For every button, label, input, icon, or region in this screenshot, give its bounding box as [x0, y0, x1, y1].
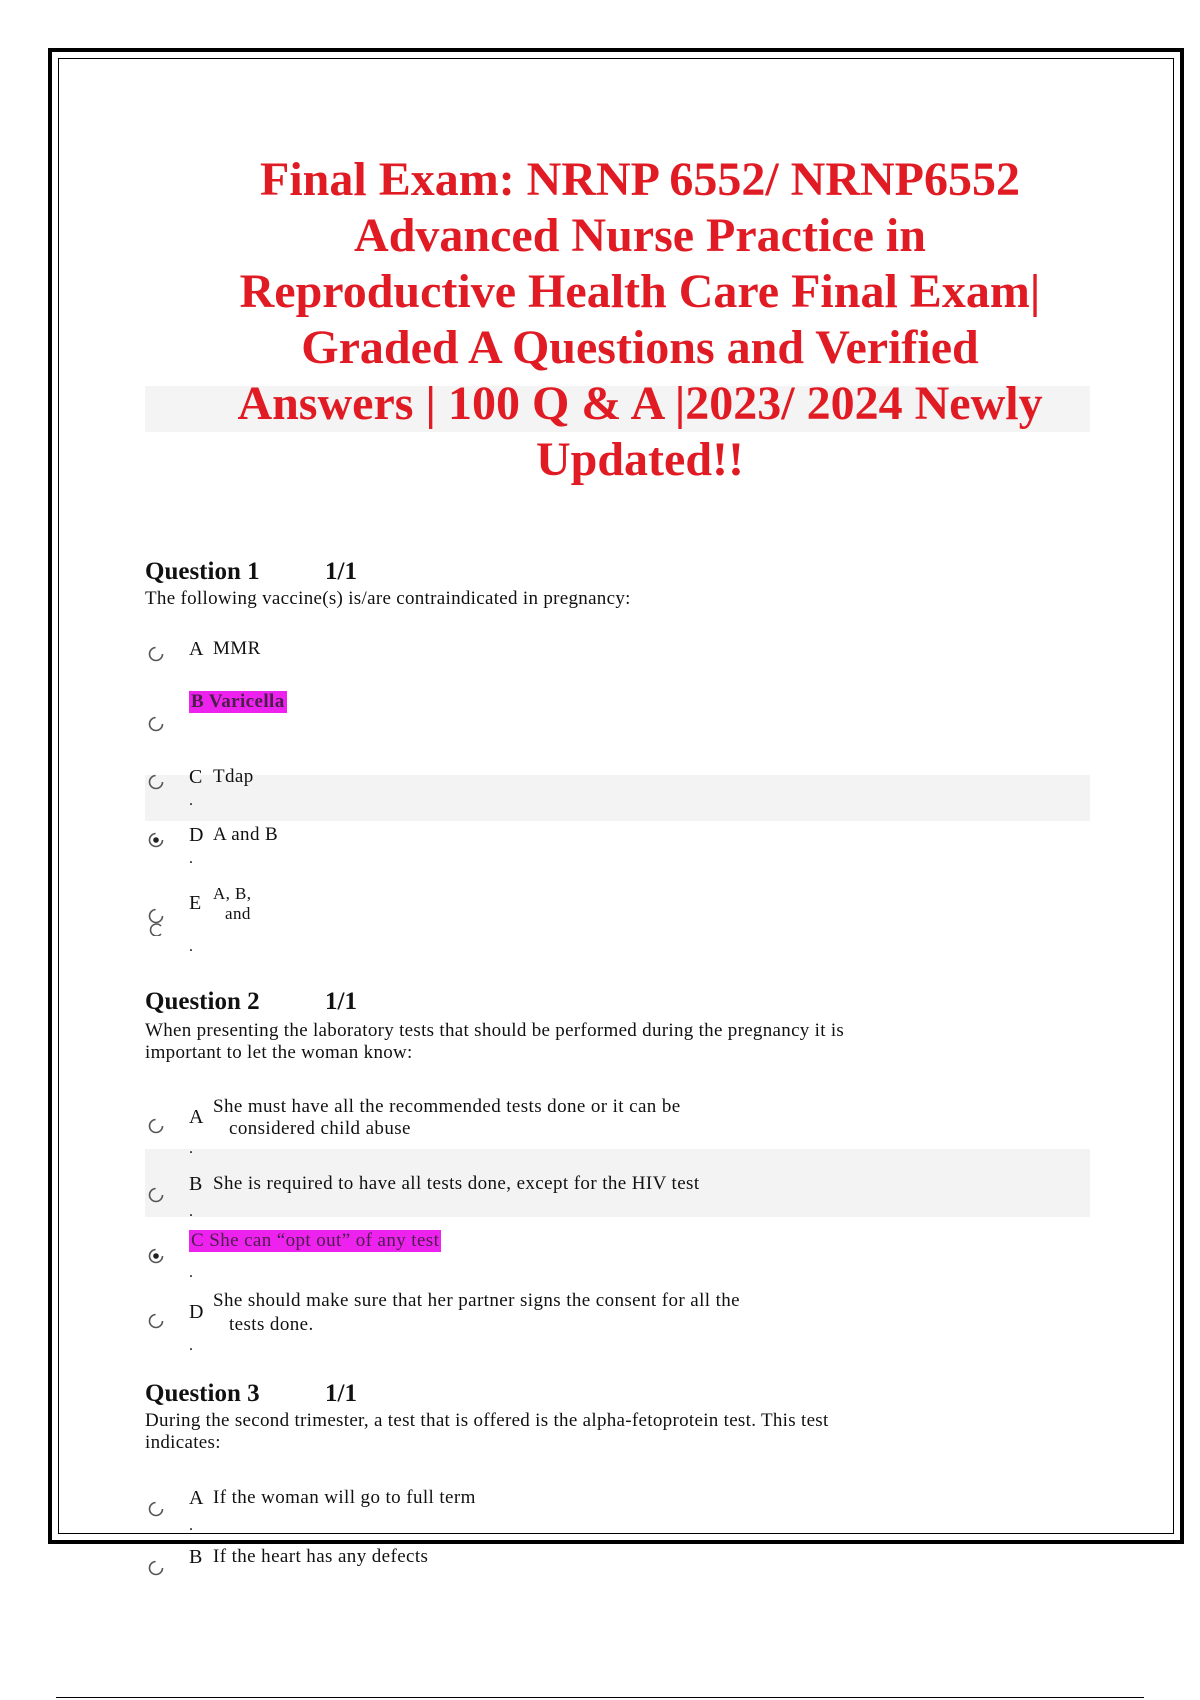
option-letter: C [191, 1230, 205, 1251]
q3-option-b[interactable] [145, 1546, 1045, 1586]
option-letter: B [191, 691, 205, 712]
title-line: Graded A Questions and Verified [301, 321, 979, 374]
radio-unselected-icon[interactable] [148, 1118, 164, 1134]
option-text-line: considered child abuse [229, 1118, 411, 1139]
question-1-text [145, 588, 1085, 610]
radio-unselected-icon[interactable] [148, 1501, 164, 1517]
radio-unselected-icon[interactable] [148, 1560, 164, 1576]
q1-option-a[interactable] [145, 638, 1045, 678]
option-text: Varicella [208, 691, 285, 712]
q1-option-b[interactable] [145, 691, 1045, 731]
bottom-rule [56, 1697, 1144, 1698]
option-letter: B [189, 1546, 203, 1568]
question-text-line: indicates: [145, 1432, 221, 1453]
question-score: 1/1 [325, 558, 357, 585]
title-line: Advanced Nurse Practice in [354, 209, 926, 262]
radio-unselected-icon[interactable] [148, 774, 164, 790]
option-text [213, 1289, 740, 1337]
stray-period: . [189, 1203, 193, 1220]
option-letter: A [189, 1487, 204, 1509]
radio-unselected-icon[interactable] [148, 1187, 164, 1203]
q2-option-a[interactable] [145, 1096, 1045, 1158]
option-text-line: She should make sure that her partner signs the consent for all the [213, 1290, 740, 1311]
q2-option-d[interactable] [145, 1289, 1045, 1354]
option-text-line: She must have all the recommended tests done or it can be [213, 1096, 681, 1117]
option-letter: D [189, 824, 204, 846]
q3-option-a[interactable] [145, 1487, 1045, 1534]
q1-option-c[interactable] [145, 766, 1045, 809]
option-letter: E [189, 892, 202, 914]
question-label: Question 3 [145, 1380, 260, 1407]
option-text: Tdap [213, 766, 254, 787]
title-line: Final Exam: NRNP 6552/ NRNP6552 [260, 153, 1020, 206]
option-text-highlighted [189, 691, 287, 713]
option-text: She is required to have all tests done, except for the HIV test [213, 1173, 700, 1194]
stray-period: . [189, 1517, 193, 1534]
option-text-line: and [225, 904, 251, 923]
option-letter: A [189, 638, 204, 660]
stray-period: . [189, 850, 193, 867]
radio-unselected-icon[interactable] [148, 646, 164, 662]
option-letter: B [189, 1173, 203, 1195]
option-text: MMR [213, 638, 261, 659]
option-text: If the heart has any defects [213, 1546, 429, 1567]
option-text [213, 1096, 681, 1140]
q2-option-c[interactable] [145, 1230, 1045, 1281]
question-text-line: During the second trimester, a test that is offered is the alpha-fetoprotein test. This test [145, 1410, 829, 1431]
option-text-line: A, B, [213, 884, 252, 903]
stray-period: . [189, 938, 193, 955]
title-line: Updated!! [535, 433, 744, 486]
stray-period: . [189, 1264, 193, 1281]
stray-period: . [189, 792, 193, 809]
stray-period: . [189, 1140, 193, 1157]
question-score: 1/1 [325, 988, 357, 1015]
radio-selected-icon[interactable] [148, 832, 164, 848]
radio-selected-icon[interactable] [148, 1248, 164, 1264]
question-label: Question 1 [145, 558, 260, 585]
q2-option-b[interactable] [145, 1173, 1045, 1220]
q1-option-e[interactable] [145, 884, 1045, 954]
radio-unselected-icon[interactable] [148, 908, 164, 924]
option-text-highlighted [189, 1230, 441, 1252]
document-title [140, 152, 1140, 488]
question-text-line: important to let the woman know: [145, 1042, 413, 1063]
question-1-heading [145, 558, 357, 586]
question-2-heading [145, 988, 357, 1016]
question-2-text [145, 1020, 1085, 1064]
option-letter: D [189, 1301, 204, 1323]
option-text: If the woman will go to full term [213, 1487, 476, 1508]
radio-unselected-icon[interactable] [148, 1313, 164, 1329]
question-label: Question 2 [145, 988, 260, 1015]
option-text [213, 884, 251, 924]
option-letter: A [189, 1106, 204, 1128]
question-3-text [145, 1410, 1085, 1454]
option-text-line: tests done. [229, 1314, 314, 1335]
option-text: A and B [213, 824, 279, 845]
option-text: She can “opt out” of any test [209, 1230, 440, 1251]
question-3-heading [145, 1380, 357, 1408]
radio-unselected-icon[interactable] [148, 716, 164, 732]
question-score: 1/1 [325, 1380, 357, 1407]
question-text-line: The following vaccine(s) is/are contraindicated in pregnancy: [145, 588, 631, 609]
stray-period: . [189, 1337, 193, 1354]
q1-option-d[interactable] [145, 824, 1045, 867]
question-text-line: When presenting the laboratory tests that should be performed during the pregnancy it is [145, 1020, 845, 1041]
option-letter: C [189, 766, 203, 788]
title-line: Answers | 100 Q & A |2023/ 2024 Newly [237, 377, 1043, 430]
title-line: Reproductive Health Care Final Exam| [239, 265, 1041, 318]
